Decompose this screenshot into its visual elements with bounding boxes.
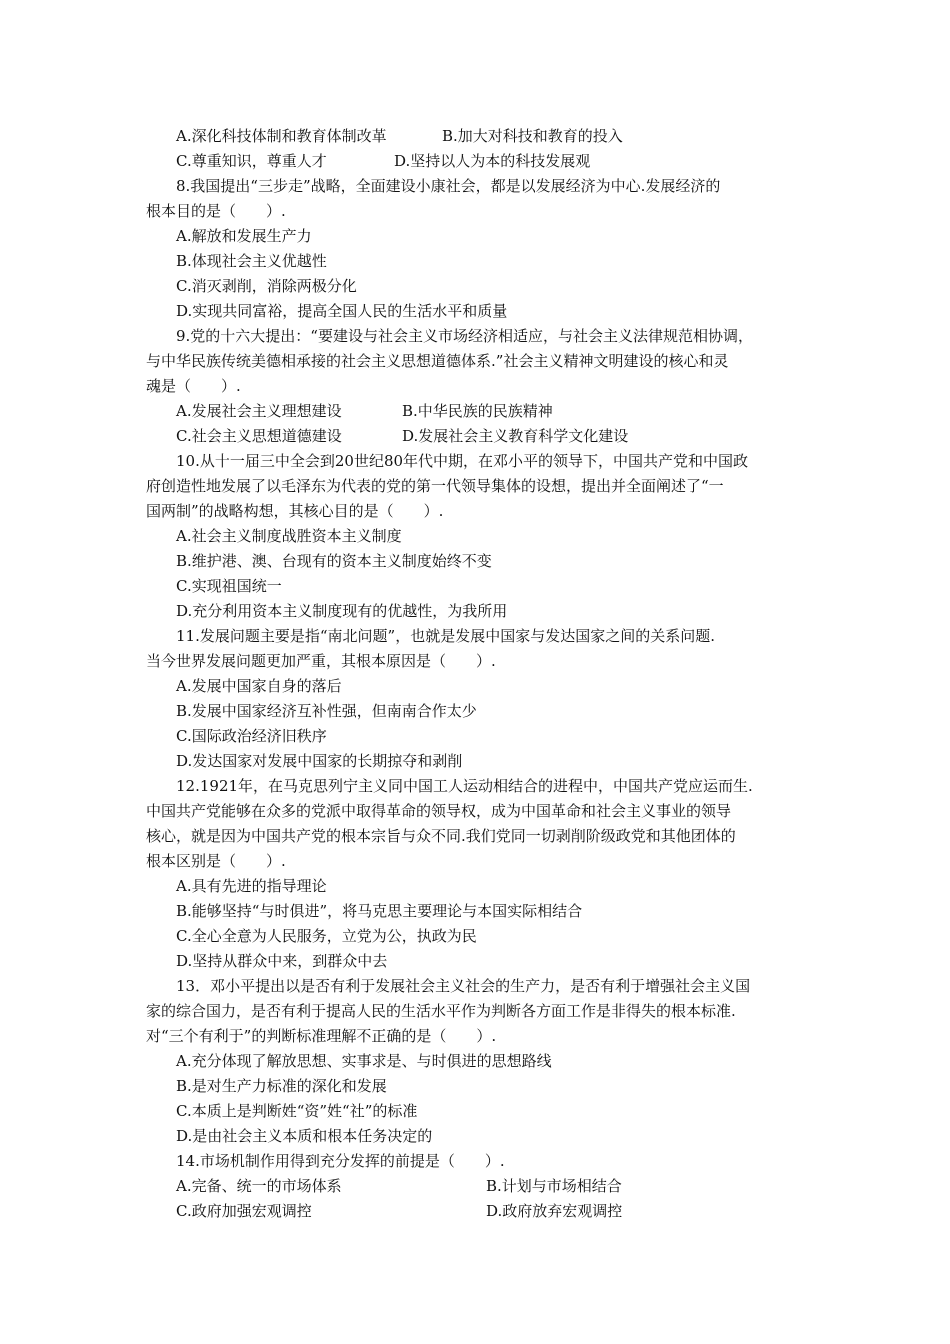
question-12-stem: 12.1921年，在马克思列宁主义同中国工人运动相结合的进程中，中国共产党应运而生. [176, 777, 753, 795]
question-9-option-c: C.社会主义思想道德建设 [176, 427, 342, 445]
question-12-stem: 核心，就是因为中国共产党的根本宗旨与众不同.我们党同一切剥削阶级政党和其他团体的 [146, 827, 736, 845]
question-11-stem: 当今世界发展问题更加严重，其根本原因是（ ）. [146, 652, 496, 670]
question-11-option-c: C.国际政治经济旧秩序 [176, 727, 327, 745]
question-14-option-a: A.完备、统一的市场体系 [176, 1177, 342, 1195]
question-10-option-d: D.充分利用资本主义制度现有的优越性，为我所用 [176, 602, 508, 620]
question-13-stem: 13．邓小平提出以是否有利于发展社会主义社会的生产力，是否有利于增强社会主义国 [176, 977, 751, 995]
question-9-option-a: A.发展社会主义理想建设 [176, 402, 342, 420]
options-row [146, 149, 806, 174]
question-11-stem: 11.发展问题主要是指“南北问题”，也就是发展中国家与发达国家之间的关系问题. [176, 627, 715, 645]
options-row [146, 424, 806, 449]
question-8-option-b: B.体现社会主义优越性 [176, 252, 327, 270]
question-8-option-d: D.实现共同富裕，提高全国人民的生活水平和质量 [176, 302, 508, 320]
question-10-option-c: C.实现祖国统一 [176, 577, 282, 595]
question-9-option-d: D.发展社会主义教育科学文化建设 [402, 427, 629, 445]
question-10-stem: 府创造性地发展了以毛泽东为代表的党的第一代领导集体的设想，提出并全面阐述了“一 [146, 477, 724, 495]
options-row [146, 1199, 806, 1224]
option-c: C.尊重知识，尊重人才 [176, 152, 327, 170]
question-9-option-b: B.中华民族的民族精神 [402, 402, 553, 420]
question-13-stem: 家的综合国力，是否有利于提高人民的生活水平作为判断各方面工作是非得失的根本标准. [146, 1002, 736, 1020]
question-9-stem: 魂是（ ）. [146, 377, 241, 395]
question-10-option-b: B.维护港、澳、台现有的资本主义制度始终不变 [176, 552, 492, 570]
question-9-stem: 9.党的十六大提出：“要建设与社会主义市场经济相适应，与社会主义法律规范相协调， [176, 327, 753, 345]
question-list [146, 124, 806, 1224]
option-a: A.深化科技体制和教育体制改革 [176, 127, 387, 145]
question-13-option-c: C.本质上是判断姓“资”姓“社”的标准 [176, 1102, 418, 1120]
question-10-option-a: A.社会主义制度战胜资本主义制度 [176, 527, 402, 545]
question-11-option-b: B.发展中国家经济互补性强，但南南合作太少 [176, 702, 477, 720]
question-12-stem: 中国共产党能够在众多的党派中取得革命的领导权，成为中国革命和社会主义事业的领导 [146, 802, 732, 820]
question-12-option-d: D.坚持从群众中来，到群众中去 [176, 952, 388, 970]
question-9-stem: 与中华民族传统美德相承接的社会主义思想道德体系.”社会主义精神文明建设的核心和灵 [146, 352, 729, 370]
question-14-option-d: D.政府放弃宏观调控 [486, 1202, 623, 1220]
question-10-stem: 国两制”的战略构想，其核心目的是（ ）. [146, 502, 444, 520]
options-row [146, 124, 806, 149]
option-b: B.加大对科技和教育的投入 [442, 127, 623, 145]
options-row [146, 399, 806, 424]
question-13-option-a: A.充分体现了解放思想、实事求是、与时俱进的思想路线 [176, 1052, 552, 1070]
question-11-option-d: D.发达国家对发展中国家的长期掠夺和剥削 [176, 752, 463, 770]
question-13-option-b: B.是对生产力标准的深化和发展 [176, 1077, 387, 1095]
options-row [146, 1174, 806, 1199]
question-12-option-a: A.具有先进的指导理论 [176, 877, 327, 895]
question-12-stem: 根本区别是（ ）. [146, 852, 286, 870]
question-14-option-b: B.计划与市场相结合 [486, 1177, 622, 1195]
question-10-stem: 10.从十一届三中全会到20世纪80年代中期，在邓小平的领导下，中国共产党和中国政 [176, 452, 749, 470]
question-11-option-a: A.发展中国家自身的落后 [176, 677, 342, 695]
question-8-stem: 8.我国提出“三步走”战略，全面建设小康社会，都是以发展经济为中心.发展经济的 [176, 177, 721, 195]
question-14-option-c: C.政府加强宏观调控 [176, 1202, 312, 1220]
question-14-stem: 14.市场机制作用得到充分发挥的前提是（ ）. [176, 1152, 505, 1170]
question-13-stem: 对“三个有利于”的判断标准理解不正确的是（ ）. [146, 1027, 497, 1045]
question-8-option-c: C.消灭剥削，消除两极分化 [176, 277, 357, 295]
question-13-option-d: D.是由社会主义本质和根本任务决定的 [176, 1127, 433, 1145]
question-8-stem: 根本目的是（ ）. [146, 202, 286, 220]
option-d: D.坚持以人为本的科技发展观 [394, 152, 591, 170]
question-8-option-a: A.解放和发展生产力 [176, 227, 312, 245]
question-12-option-c: C.全心全意为人民服务，立党为公，执政为民 [176, 927, 477, 945]
question-12-option-b: B.能够坚持“与时俱进”，将马克思主要理论与本国实际相结合 [176, 902, 583, 920]
